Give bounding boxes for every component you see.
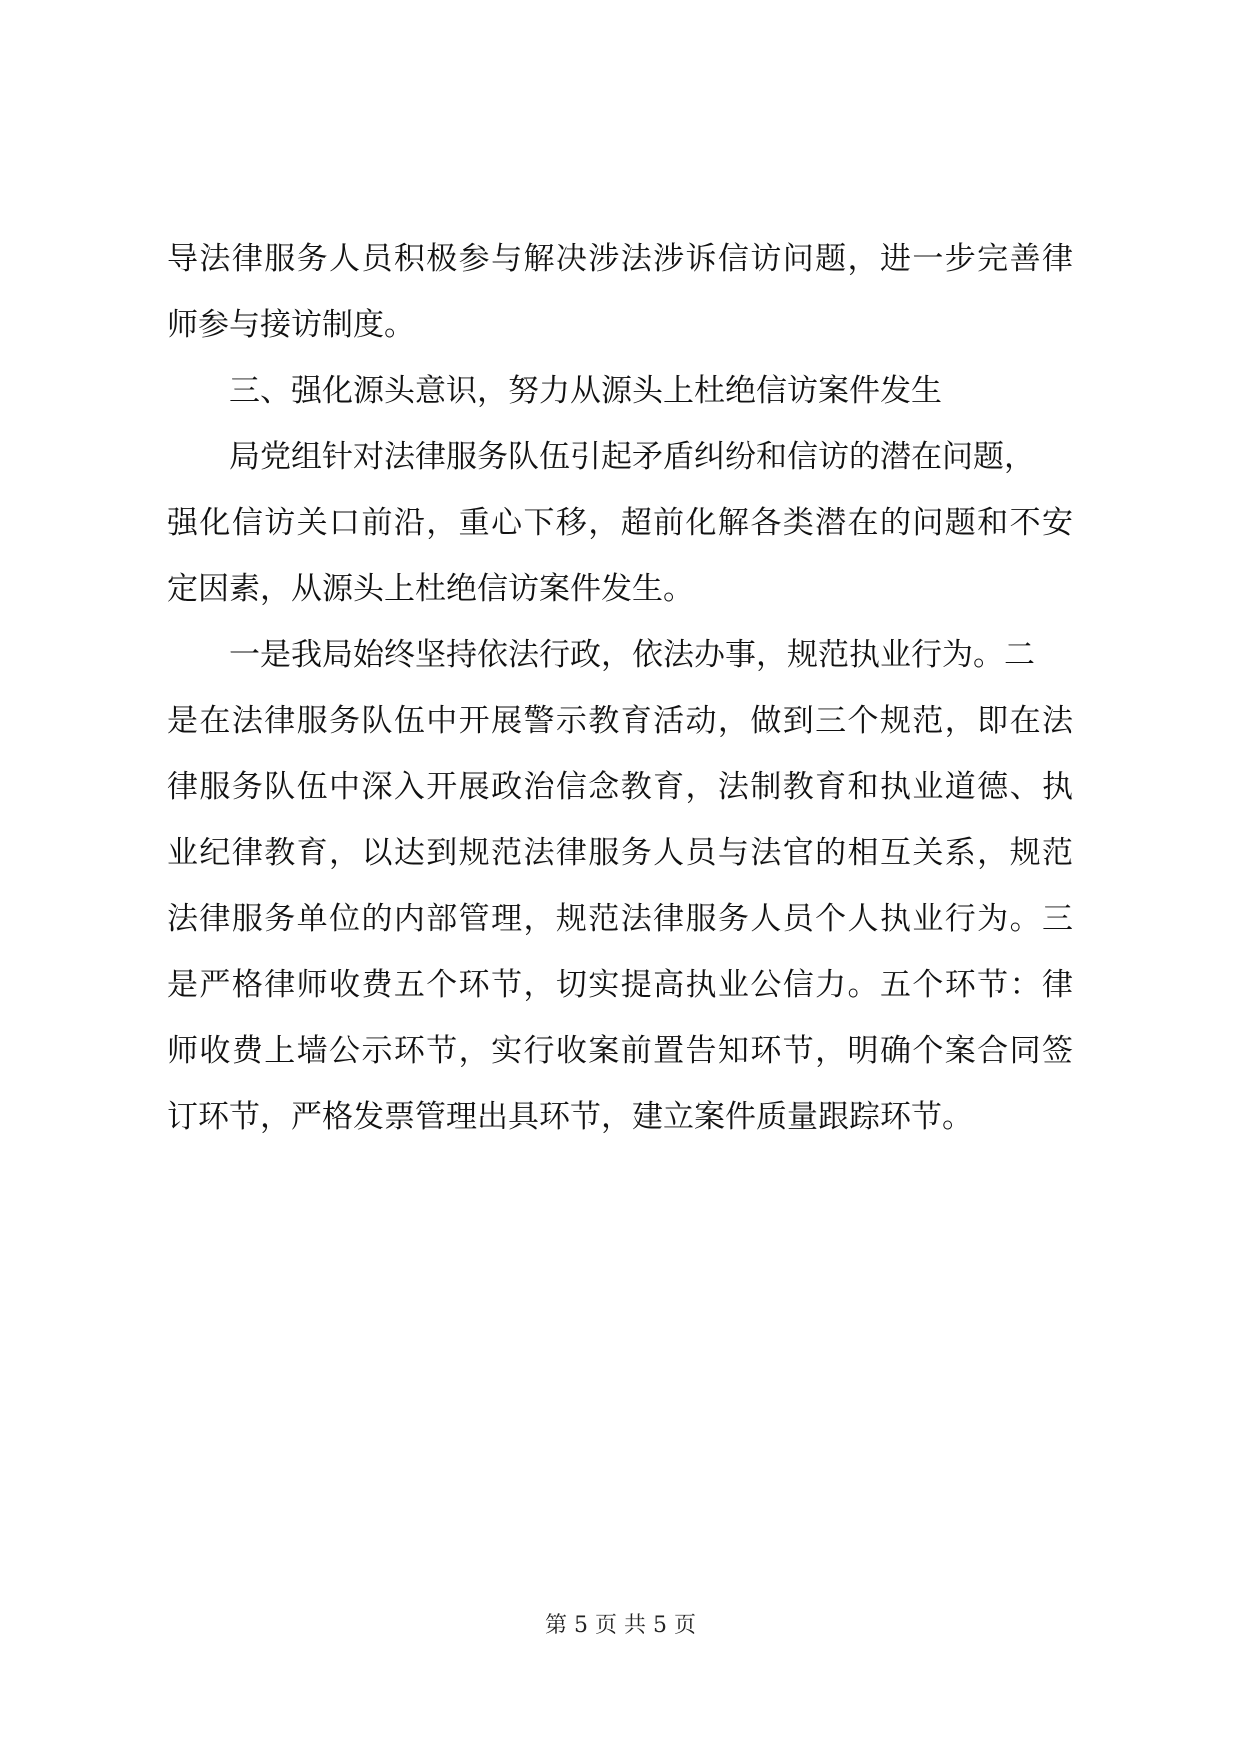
text-line: 强化信访关口前沿，重心下移，超前化解各类潜在的问题和不安	[167, 505, 1073, 541]
section-heading: 三、强化源头意识，努力从源头上杜绝信访案件发生	[229, 373, 942, 409]
text-line: 是严格律师收费五个环节，切实提高执业公信力。五个环节：律	[167, 967, 1073, 1003]
text-line: 法律服务单位的内部管理，规范法律服务人员个人执业行为。三	[167, 901, 1073, 937]
text-line: 师参与接访制度。	[167, 307, 415, 343]
text-line: 业纪律教育，以达到规范法律服务人员与法官的相互关系，规范	[167, 835, 1073, 871]
text-line: 导法律服务人员积极参与解决涉法涉诉信访问题，进一步完善律	[167, 241, 1073, 277]
text-line: 师收费上墙公示环节，实行收案前置告知环节，明确个案合同签	[167, 1033, 1073, 1069]
paragraph-first-line: 局党组针对法律服务队伍引起矛盾纠纷和信访的潜在问题，	[229, 439, 1035, 475]
text-line: 定因素，从源头上杜绝信访案件发生。	[167, 571, 694, 607]
text-line: 律服务队伍中深入开展政治信念教育，法制教育和执业道德、执	[167, 769, 1073, 805]
text-line: 订环节，严格发票管理出具环节，建立案件质量跟踪环节。	[167, 1099, 973, 1135]
page-number: 第 5 页 共 5 页	[545, 1613, 696, 1638]
paragraph-first-line: 一是我局始终坚持依法行政，依法办事，规范执业行为。二	[229, 637, 1035, 673]
text-line: 是在法律服务队伍中开展警示教育活动，做到三个规范，即在法	[167, 703, 1073, 739]
document-body	[167, 226, 1073, 1150]
